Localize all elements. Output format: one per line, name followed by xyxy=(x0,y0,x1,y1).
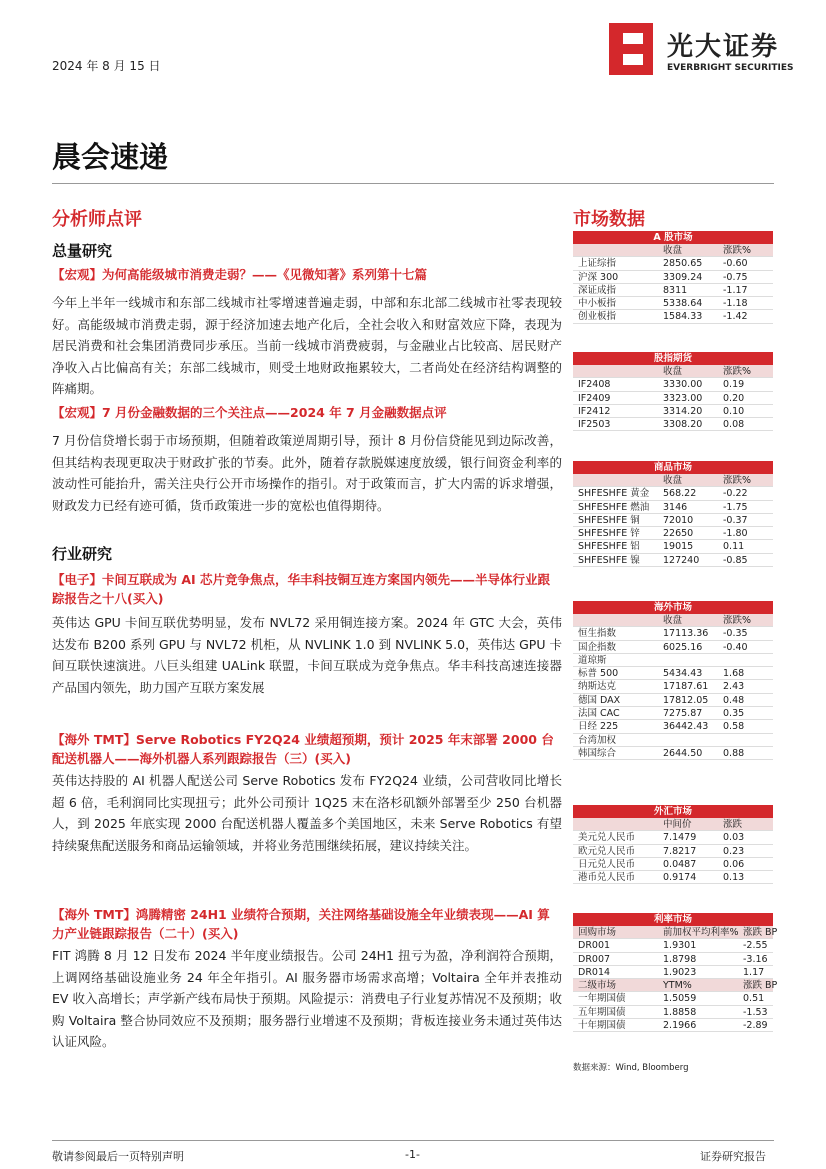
table-row: SHFESHFE 锌 22650 -1.80 xyxy=(573,527,773,540)
logo-mark-icon xyxy=(609,23,657,75)
table-header: 收盘 涨跌% xyxy=(573,474,773,487)
article-body: 今年上半年一线城市和东部二线城市社零增速普遍走弱，中部和东北部二线城市社零表现较好。高能级城市消费走弱，源于经济加速去地产化后，全社会收入和财富效应下降，表现为居民消费和社会集团消费同步承压。当前一线城市消费疲弱，与金融业占比较高、居民财产净收入占比偏高有关；东部二线城市，则受土地财政拖累较大，二者尚处在经济结构调整的阵痛期。 xyxy=(52,295,562,396)
table-row: 深证成指 8311 -1.17 xyxy=(573,284,773,297)
table-header: 回购市场 前加权平均利率% 涨跌 BP xyxy=(573,926,773,939)
table-row: 上证综指 2850.65 -0.60 xyxy=(573,257,773,270)
table-header: 收盘 涨跌% xyxy=(573,244,773,257)
table-row: 法国 CAC 7275.87 0.35 xyxy=(573,707,773,720)
rates-table xyxy=(573,913,778,1032)
table-header: 中间价 涨跌 xyxy=(573,818,773,831)
logo-en: EVERBRIGHT SECURITIES xyxy=(667,63,794,73)
footer-disclaimer[interactable]: 敬请参阅最后一页特别声明 xyxy=(52,1150,184,1163)
table-row: 港币兑人民币 0.9174 0.13 xyxy=(573,871,773,884)
table-row: 创业板指 1584.33 -1.42 xyxy=(573,310,773,323)
article-body: FIT 鸿腾 8 月 12 日发布 2024 半年度业绩报告。公司 24H1 扭亏为盈，净利润符合预期，上调网络基础设施业务 24 年全年指引。AI 服务器市场需求高增；Voltaira 全年并表推动 EV 收入高增长；声学新产线布局快于预期。风险提示：消费电子行业复苏情况不及预期；收购 Voltaira 整合协同效应不及预期；服务器行业增速不及预期；背板连接业务未通过英伟达认证风险。 xyxy=(52,948,562,1049)
table-row: SHFESHFE 镍 127240 -0.85 xyxy=(573,554,773,567)
article-title[interactable]: 【宏观】7 月份金融数据的三个关注点——2024 年 7 月金融数据点评 xyxy=(52,405,447,420)
table-row: IF2409 3323.00 0.20 xyxy=(573,392,773,405)
page-title: 晨会速递 xyxy=(52,140,169,174)
table-row: IF2412 3314.20 0.10 xyxy=(573,405,773,418)
overseas-table xyxy=(573,601,773,760)
industry-heading: 行业研究 xyxy=(52,545,113,563)
table-row: 沪深 300 3309.24 -0.75 xyxy=(573,271,773,284)
article-body: 英伟达 GPU 卡间互联优势明显，发布 NVL72 采用铜连接方案。2024 年 GTC 大会，英伟达发布 B200 系列 GPU 与 NVL72 机柜，从 NVLINK 1.0 到 NVLINK 5.0，英伟达 GPU 卡间互联快速演进。八巨头组建 UALink 联盟，卡间互联成为竞争焦点。华丰科技高速连接器产品国内领先，助力国产互联方案发展 xyxy=(52,615,562,695)
footer-divider xyxy=(52,1140,774,1141)
table-row: DR001 1.9301 -2.55 xyxy=(573,939,773,952)
futures-table xyxy=(573,352,773,431)
article-title[interactable]: 【宏观】为何高能级城市消费走弱？——《见微知著》系列第十七篇 xyxy=(52,267,428,282)
commodity-table xyxy=(573,461,773,567)
analyst-heading: 分析师点评 xyxy=(52,209,142,230)
article-body: 7 月份信贷增长弱于市场预期，但随着政策逆周期引导，预计 8 月份信贷能见到边际改善，但其结构表现更取决于财政扩张的节奏。此外，随着存款脱媒速度放缓，银行间资金利率的波动性可能抬升，需关注央行公开市场操作的指引。对于政策而言，扩大内需的诉求增强，财政发力已经有迹可循，货币政策进一步的宽松也值得期待。 xyxy=(52,433,562,513)
table-row: 恒生指数 17113.36 -0.35 xyxy=(573,627,773,640)
table-row: 中小板指 5338.64 -1.18 xyxy=(573,297,773,310)
report-date: 2024 年 8 月 15 日 xyxy=(52,59,161,73)
table-row: DR014 1.9023 1.17 xyxy=(573,966,773,979)
table-row: 道琼斯 xyxy=(573,654,773,667)
footer-label: 证券研究报告 xyxy=(700,1150,766,1163)
table-row: 国企指数 6025.16 -0.40 xyxy=(573,641,773,654)
table-band: 外汇市场 xyxy=(573,805,773,818)
table-band: 商品市场 xyxy=(573,461,773,474)
title-divider xyxy=(52,183,774,184)
table-row: 韩国综合 2644.50 0.88 xyxy=(573,747,773,760)
a-share-table xyxy=(573,231,773,324)
market-heading: 市场数据 xyxy=(573,209,645,230)
table-row: SHFESHFE 铝 19015 0.11 xyxy=(573,540,773,553)
table-header: 收盘 涨跌% xyxy=(573,614,773,627)
page-number: -1- xyxy=(405,1148,420,1161)
table-subheader: 二级市场 YTM% 涨跌 BP xyxy=(573,979,773,992)
table-band: 海外市场 xyxy=(573,601,773,614)
table-row: 十年期国债 2.1966 -2.89 xyxy=(573,1019,773,1032)
article-title[interactable]: 【海外 TMT】鸿腾精密 24H1 业绩符合预期，关注网络基础设施全年业绩表现——AI 算力产业链跟踪报告（二十）(买入) xyxy=(52,907,550,941)
table-row: IF2408 3330.00 0.19 xyxy=(573,378,773,391)
table-row: 纳斯达克 17187.61 2.43 xyxy=(573,680,773,693)
macro-heading: 总量研究 xyxy=(52,242,113,260)
table-row: IF2503 3308.20 0.08 xyxy=(573,418,773,431)
table-row: SHFESHFE 黄金 568.22 -0.22 xyxy=(573,487,773,500)
table-band: 股指期货 xyxy=(573,352,773,365)
table-row: 美元兑人民币 7.1479 0.03 xyxy=(573,831,773,844)
table-row: 一年期国债 1.5059 0.51 xyxy=(573,992,773,1005)
table-row: 德国 DAX 17812.05 0.48 xyxy=(573,694,773,707)
table-band: A 股市场 xyxy=(573,231,773,244)
table-row: 五年期国债 1.8858 -1.53 xyxy=(573,1006,773,1019)
table-row: 欧元兑人民币 7.8217 0.23 xyxy=(573,845,773,858)
table-row: SHFESHFE 燃油 3146 -1.75 xyxy=(573,501,773,514)
table-row: 标普 500 5434.43 1.68 xyxy=(573,667,773,680)
table-row: 日经 225 36442.43 0.58 xyxy=(573,720,773,733)
article-title[interactable]: 【电子】卡间互联成为 AI 芯片竞争焦点，华丰科技铜互连方案国内领先——半导体行业跟踪报告之十八(买入) xyxy=(52,572,551,606)
table-row: 日元兑人民币 0.0487 0.06 xyxy=(573,858,773,871)
table-band: 利率市场 xyxy=(573,913,773,926)
table-row: 台湾加权 xyxy=(573,734,773,747)
company-logo xyxy=(609,20,809,80)
data-source: 数据来源：Wind, Bloomberg xyxy=(573,1063,689,1073)
article-title[interactable]: 【海外 TMT】Serve Robotics FY2Q24 业绩超预期，预计 2025 年末部署 2000 台配送机器人——海外机器人系列跟踪报告（三）(买入) xyxy=(52,732,554,766)
table-row: SHFESHFE 铜 72010 -0.37 xyxy=(573,514,773,527)
table-row: DR007 1.8798 -3.16 xyxy=(573,953,773,966)
fx-table xyxy=(573,805,773,884)
article-body: 英伟达持股的 AI 机器人配送公司 Serve Robotics 发布 FY2Q24 业绩，公司营收同比增长超 6 倍，毛利润同比实现扭亏；此外公司预计 1Q25 末在洛杉矶额外部署至少 250 台机器人，到 2025 年底实现 2000 台配送机器人覆盖多个美国地区，未来 Serve Robotics 有望持续聚焦配送服务和商品运输领域，并将业务范围继续拓展，建议持续关注。 xyxy=(52,773,562,853)
table-header: 收盘 涨跌% xyxy=(573,365,773,378)
logo-cn: 光大证券 xyxy=(667,32,780,62)
